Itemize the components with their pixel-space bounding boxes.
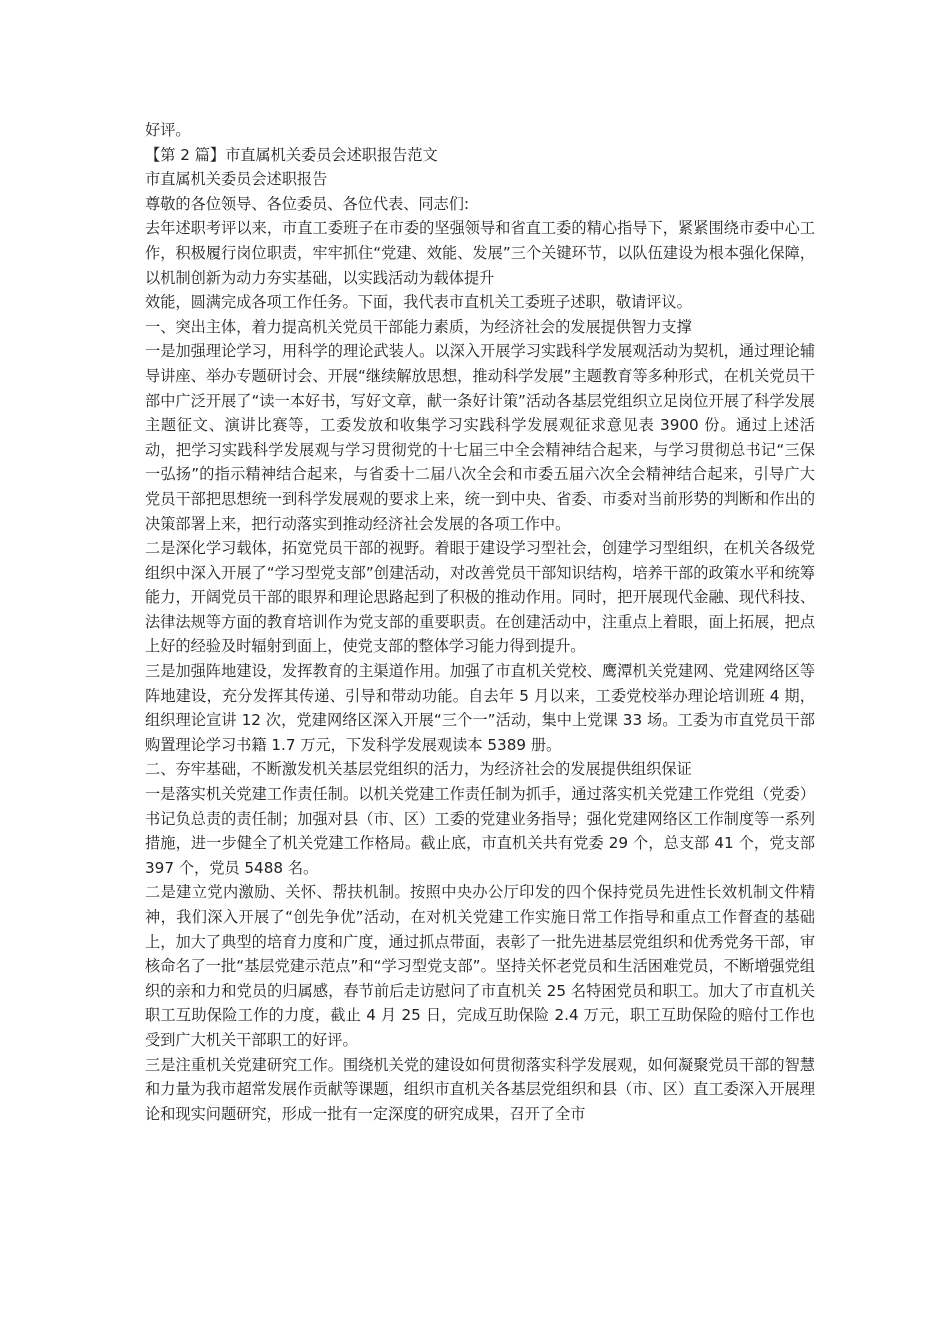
document-body [145, 118, 815, 1126]
paragraph-position-building: 三是加强阵地建设，发挥教育的主渠道作用。加强了市直机关党校、鹰潭机关党建网、党建网络区等阵地建设，充分发挥其传递、引导和带动功能。自去年 5 月以来，工委党校举办理论培训班 4 期，组织理论宣讲 12 次，党建网络区深入开展“三个一”活动，集中上党课 33 场。工委为市直党员干部购置理论学习书籍 1.7 万元，下发科学发展观读本 5389 册。 [145, 662, 815, 754]
paragraph-intro-continued: 效能，圆满完成各项工作任务。下面，我代表市直机关工委班子述职，敬请评议。 [145, 293, 692, 312]
paragraph-responsibility-system: 一是落实机关党建工作责任制。以机关党建工作责任制为抓手，通过落实机关党建工作党组（党委）书记负总责的责任制；加强对县（市、区）工委的党建业务指导；强化党建网络区工作制度等一系列措施，进一步健全了机关党建工作格局。截止底，市直机关共有党委 29 个，总支部 41 个，党支部 397 个，党员 5488 名。 [145, 785, 815, 877]
paragraph-closing-praise: 好评。 [145, 121, 191, 139]
section-heading-part2: 【第 2 篇】市直属机关委员会述职报告范文 [145, 145, 438, 164]
paragraph-learning-carrier: 二是深化学习载体，拓宽党员干部的视野。着眼于建设学习型社会，创建学习型组织，在机关各级党组织中深入开展了“学习型党支部”创建活动，对改善党员干部知识结构，培养干部的政策水平和统筹能力，开阔党员干部的眼界和理论思路起到了积极的推动作用。同时，把开展现代金融、现代科技、法律法规等方面的教育培训作为党支部的重要职责。在创建活动中，注重点上着眼，面上拓展，把点上好的经验及时辐射到面上，使党支部的整体学习能力得到提升。 [145, 539, 815, 656]
paragraph-intro: 去年述职考评以来，市直工委班子在市委的坚强领导和省直工委的精心指导下，紧紧围绕市委中心工作，积极履行岗位职责，牢牢抓住“党建、效能、发展”三个关键环节，以队伍建设为根本强化保障，以机制创新为动力夯实基础，以实践活动为载体提升 [145, 219, 815, 287]
paragraph-incentive-mechanism: 二是建立党内激励、关怀、帮扶机制。按照中央办公厅印发的四个保持党员先进性长效机制文件精神，我们深入开展了“创先争优”活动，在对机关党建工作实施日常工作指导和重点工作督查的基础上，加大了典型的培育力度和广度，通过抓点带面，表彰了一批先进基层党组织和优秀党务干部，审核命名了一批“基层党建示范点”和“学习型党支部”。坚持关怀老党员和生活困难党员，不断增强党组织的亲和力和党员的归属感，春节前后走访慰问了市直机关 25 名特困党员和职工。加大了市直机关职工互助保险工作的力度，截止 4 月 25 日，完成互助保险 2.4 万元，职工互助保险的赔付工作也受到广大机关干部职工的好评。 [145, 883, 815, 1049]
paragraph-research-work: 三是注重机关党建研究工作。围绕机关党的建设如何贯彻落实科学发展观，如何凝聚党员干部的智慧和力量为我市超常发展作贡献等课题，组织市直机关各基层党组织和县（市、区）直工委深入开展理论和现实问题研究，形成一批有一定深度的研究成果，召开了全市 [145, 1055, 815, 1123]
paragraph-theory-study: 一是加强理论学习，用科学的理论武装人。以深入开展学习实践科学发展观活动为契机，通过理论辅导讲座、举办专题研讨会、开展“继续解放思想，推动科学发展”主题教育等多种形式，在机关党员干部中广泛开展了“读一本好书，写好文章，献一条好计策”活动各基层党组织立足岗位开展了科学发展主题征文、演讲比赛等，工委发放和收集学习实践科学发展观征求意见表 3900 份。通过上述活动，把学习实践科学发展观与学习贯彻党的十七届三中全会精神结合起来，与学习贯彻总书记“三保一弘扬”的指示精神结合起来，与省委十二届八次全会和市委五届六次全会精神结合起来，引导广大党员干部把思想统一到科学发展观的要求上来，统一到中央、省委、市委对当前形势的判断和作出的决策部署上来，把行动落实到推动经济社会发展的各项工作中。 [145, 342, 815, 533]
report-title: 市直属机关委员会述职报告 [145, 170, 328, 189]
heading-part-one: 一、突出主体，着力提高机关党员干部能力素质，为经济社会的发展提供智力支撑 [145, 317, 692, 336]
salutation: 尊敬的各位领导、各位委员、各位代表、同志们: [145, 194, 470, 213]
heading-part-two: 二、夯牢基础，不断激发机关基层党组织的活力，为经济社会的发展提供组织保证 [145, 760, 692, 779]
